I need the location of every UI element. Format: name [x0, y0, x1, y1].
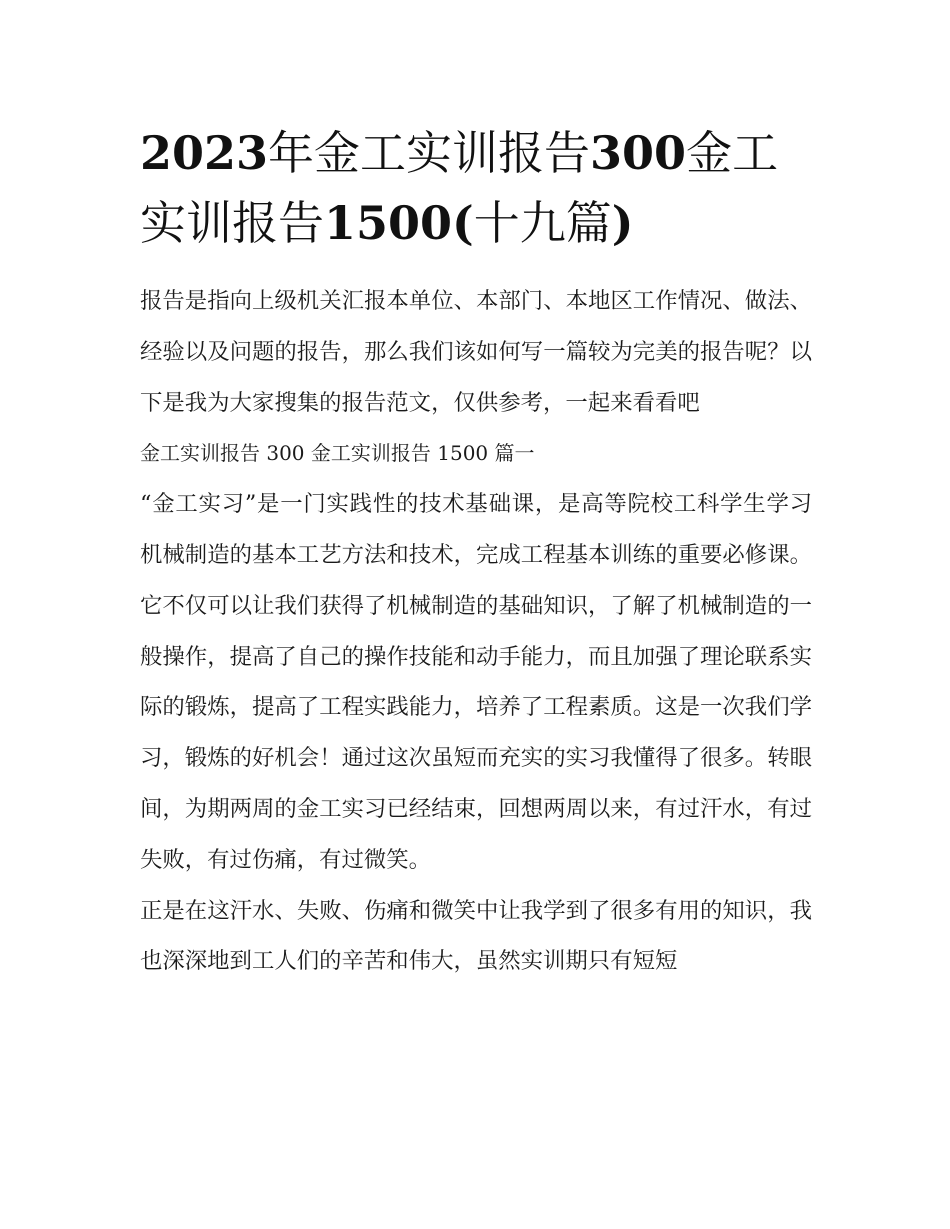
title-number-2: 1500(: [324, 196, 474, 250]
title-suffix: ): [611, 196, 634, 250]
title-number-1: 300: [590, 126, 687, 180]
document-title: [140, 118, 820, 258]
title-text-3: 十九篇: [473, 196, 612, 250]
title-year: 2023: [140, 126, 269, 180]
section-heading: 金工实训报告 300 金工实训报告 1500 篇一: [140, 441, 535, 466]
title-text-2: 金工实训报告: [140, 126, 779, 250]
body-paragraph: “金工实习”是一门实践性的技术基础课，是高等院校工科学生学习机械制造的基本工艺方法和技术，完成工程基本训练的重要必修课。它不仅可以让我们获得了机械制造的基础知识，了解了机械制造的一般操作，提高了自己的操作技能和动手能力，而且加强了理论联系实际的锻炼，提高了工程实践能力，培养了工程素质。这是一次我们学习，锻炼的好机会！通过这次虽短而充实的实习我懂得了很多。转眼间，为期两周的金工实习已经结束，回想两周以来，有过汗水，有过失败，有过伤痛，有过微笑。: [140, 491, 812, 873]
intro-paragraph: 报告是指向上级机关汇报本单位、本部门、本地区工作情况、做法、经验以及问题的报告，那么我们该如何写一篇较为完美的报告呢？以下是我为大家搜集的报告范文，仅供参考，一起来看看吧: [140, 288, 812, 416]
title-text-1: 年金工实训报告: [268, 126, 591, 180]
document-body: [140, 276, 812, 987]
body-paragraph: 正是在这汗水、失败、伤痛和微笑中让我学到了很多有用的知识，我也深深地到工人们的辛苦和伟大，虽然实训期只有短短: [140, 897, 812, 975]
